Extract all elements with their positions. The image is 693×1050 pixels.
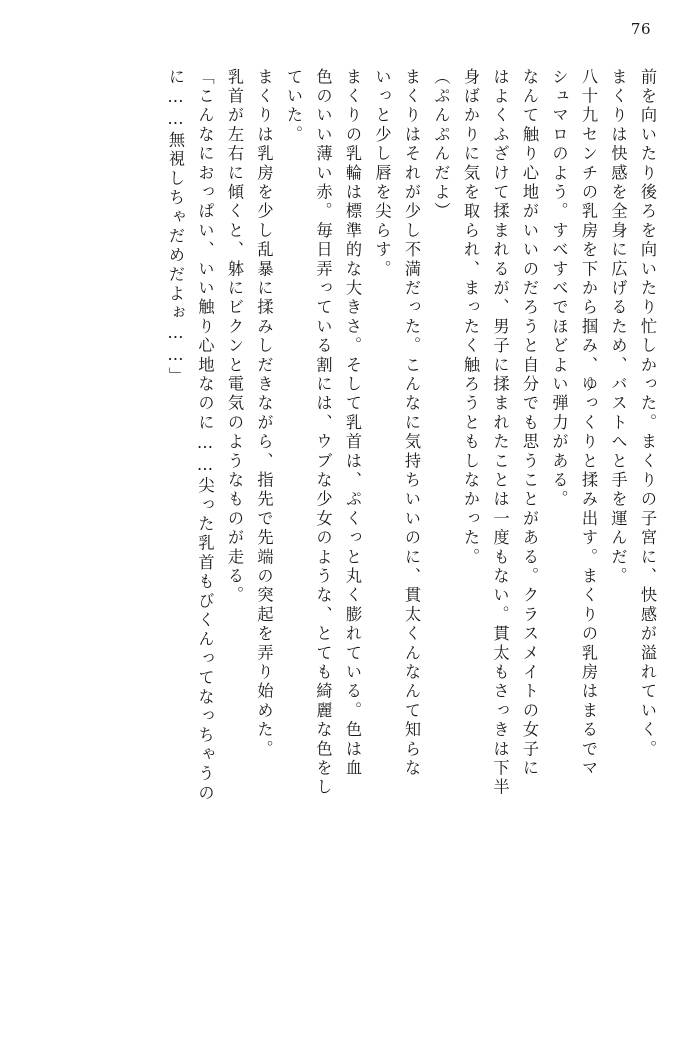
text-line: 身ばかりに気を取られ、まったく触ろうともしなかった。 [461, 68, 480, 568]
text-line: まくりは快感を全身に広げるため、バストへと手を運んだ。 [608, 68, 628, 587]
text-line: いっと少し唇を尖らす。 [372, 68, 392, 280]
text-line: まくりの乳輪は標準的な大きさ。そして乳首は、ぷくっと丸く膨れている。色は血 [343, 68, 362, 779]
text-line: まくりはそれが少し不満だった。こんなに気持ちいいのに、貫太くんなんて知らな [402, 68, 421, 779]
text-line: はよくふざけて揉まれるが、男子に揉まれたことは一度もない。貫太もさっきは下半 [490, 68, 510, 798]
text-line: ていた。 [284, 68, 303, 145]
text-line: シュマロのよう。すべすべでほどよい弾力がある。 [549, 68, 569, 510]
page-number: 76 [630, 20, 651, 38]
text-line: に……無視しちゃだめだよぉ……」 [166, 68, 185, 387]
text-line: 乳首が左右に傾くと、躰にビクンと電気のようなものが走る。 [225, 68, 244, 606]
text-line: なんて触り心地がいいのだろうと自分でも思うことがある。クラスメイトの女子に [520, 68, 539, 779]
text-line: 八十九センチの乳房を下から掴み、ゆっくりと揉み出す。まくりの乳房はまるでマ [579, 68, 598, 779]
text-line: まくりは乳房を少し乱暴に揉みしだきながら、指先で先端の突起を弄り始めた。 [254, 68, 274, 760]
text-line: （ぷんぷんだよ） [431, 68, 451, 222]
text-line: 前を向いたり後ろを向いたり忙しかった。まくりの子宮に、快感が溢れていく。 [638, 68, 657, 760]
vertical-text-body [38, 68, 655, 998]
text-line: 「こんなにおっぱい、いい触り心地なのに……尖った乳首もびくんってなっちゃうの [195, 68, 215, 804]
text-line: 色のいい薄い赤。毎日弄っている割には、ウブな少女のような、とても綺麗な色をし [313, 68, 333, 798]
